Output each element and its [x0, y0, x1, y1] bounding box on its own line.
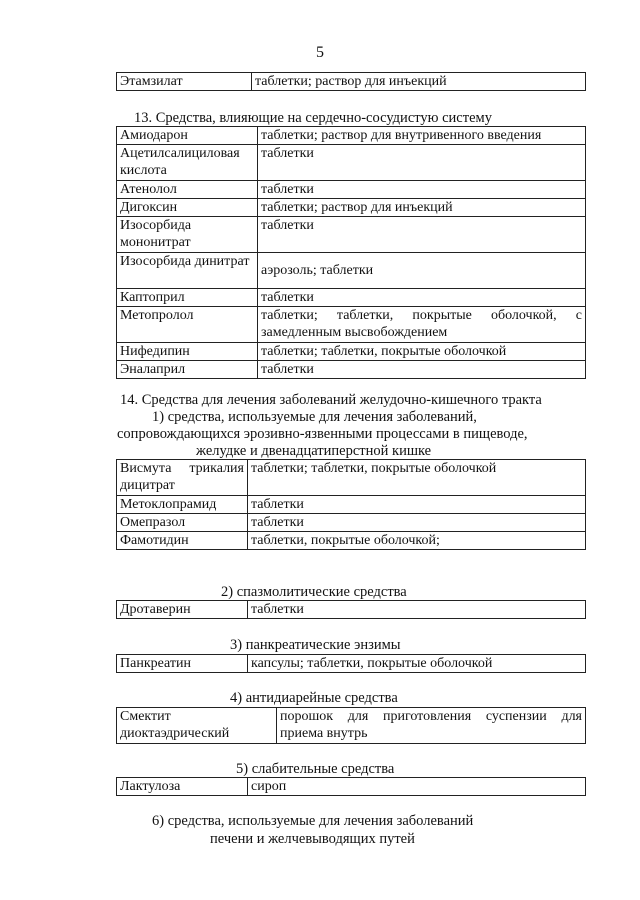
section-13-title: 13. Средства, влияющие на сердечно-сосудистую систему: [134, 110, 492, 126]
section-14-title: 14. Средства для лечения заболеваний желудочно-кишечного тракта: [120, 392, 542, 408]
subsection-1-line1: 1) средства, используемые для лечения заболеваний,: [152, 409, 477, 425]
table-row: [117, 145, 586, 181]
subsection-6-line1: 6) средства, используемые для лечения заболеваний: [152, 813, 474, 829]
drug-name: Панкреатин: [117, 655, 248, 673]
drug-form: таблетки: [258, 145, 586, 181]
table-row: [117, 655, 586, 673]
drug-name: Нифедипин: [117, 343, 258, 361]
drug-name: Каптоприл: [117, 289, 258, 307]
subsection-5-title: 5) слабительные средства: [236, 761, 395, 777]
drug-name: Метоклопрамид: [117, 496, 248, 514]
table-row: [117, 73, 586, 91]
drug-form: таблетки: [258, 289, 586, 307]
drug-form: таблетки; раствор для внутривенного введения: [258, 127, 586, 145]
table-row: [117, 778, 586, 796]
table-subsection-3: [116, 654, 586, 673]
drug-form: таблетки, покрытые оболочкой;: [248, 532, 586, 550]
subsection-4-title: 4) антидиарейные средства: [230, 690, 398, 706]
table-subsection-4: [116, 707, 586, 744]
table-section-13: [116, 126, 586, 379]
drug-name: Дигоксин: [117, 199, 258, 217]
drug-form: порошок для приготовления суспензии для приема внутрь: [277, 708, 586, 744]
drug-name: Изосорбида динитрат: [117, 253, 258, 289]
table-row: [117, 181, 586, 199]
table-row: [117, 514, 586, 532]
drug-form: таблетки; таблетки, покрытые оболочкой: [248, 460, 586, 496]
drug-name: Изосорбида мононитрат: [117, 217, 258, 253]
drug-name: Фамотидин: [117, 532, 248, 550]
subsection-6-line2: печени и желчевыводящих путей: [210, 831, 415, 847]
table-row: [117, 532, 586, 550]
page-number: 5: [316, 44, 324, 61]
drug-name: Метопролол: [117, 307, 258, 343]
drug-form: сироп: [248, 778, 586, 796]
table-row: [117, 217, 586, 253]
table-row: [117, 361, 586, 379]
table-subsection-2: [116, 600, 586, 619]
drug-name: Этамзилат: [117, 73, 252, 91]
drug-name: Ацетилсалициловая кислота: [117, 145, 258, 181]
drug-name: Амиодарон: [117, 127, 258, 145]
drug-form: капсулы; таблетки, покрытые оболочкой: [248, 655, 586, 673]
table-row: [117, 343, 586, 361]
table-row: [117, 460, 586, 496]
table-hemostatics: [116, 72, 586, 91]
table-row: [117, 307, 586, 343]
table-row: [117, 127, 586, 145]
drug-form: таблетки: [258, 217, 586, 253]
table-row: [117, 496, 586, 514]
drug-name: Эналаприл: [117, 361, 258, 379]
subsection-1-line3: желудке и двенадцатиперстной кишке: [196, 443, 432, 459]
drug-name: Смектит диоктаэдрический: [117, 708, 277, 744]
drug-form: таблетки; таблетки, покрытые оболочкой: [258, 343, 586, 361]
drug-form: аэрозоль; таблетки: [258, 253, 586, 289]
subsection-3-title: 3) панкреатические энзимы: [230, 637, 401, 653]
drug-form: таблетки: [248, 601, 586, 619]
drug-form: таблетки; таблетки, покрытые оболочкой, с замедленным высвобождением: [258, 307, 586, 343]
drug-form: таблетки; раствор для инъекций: [252, 73, 586, 91]
drug-form: таблетки: [258, 181, 586, 199]
table-subsection-1: [116, 459, 586, 550]
drug-form: таблетки; раствор для инъекций: [258, 199, 586, 217]
drug-name: Лактулоза: [117, 778, 248, 796]
drug-form: таблетки: [248, 514, 586, 532]
drug-form: таблетки: [258, 361, 586, 379]
table-row: [117, 289, 586, 307]
table-row: [117, 253, 586, 289]
drug-name: Омепразол: [117, 514, 248, 532]
subsection-1-line2: сопровождающихся эрозивно-язвенными процессами в пищеводе,: [117, 426, 528, 442]
drug-form: таблетки: [248, 496, 586, 514]
table-row: [117, 199, 586, 217]
drug-name: Висмута трикалия дицитрат: [117, 460, 248, 496]
subsection-2-title: 2) спазмолитические средства: [221, 584, 407, 600]
drug-name: Дротаверин: [117, 601, 248, 619]
table-row: [117, 708, 586, 744]
drug-name: Атенолол: [117, 181, 258, 199]
table-row: [117, 601, 586, 619]
table-subsection-5: [116, 777, 586, 796]
